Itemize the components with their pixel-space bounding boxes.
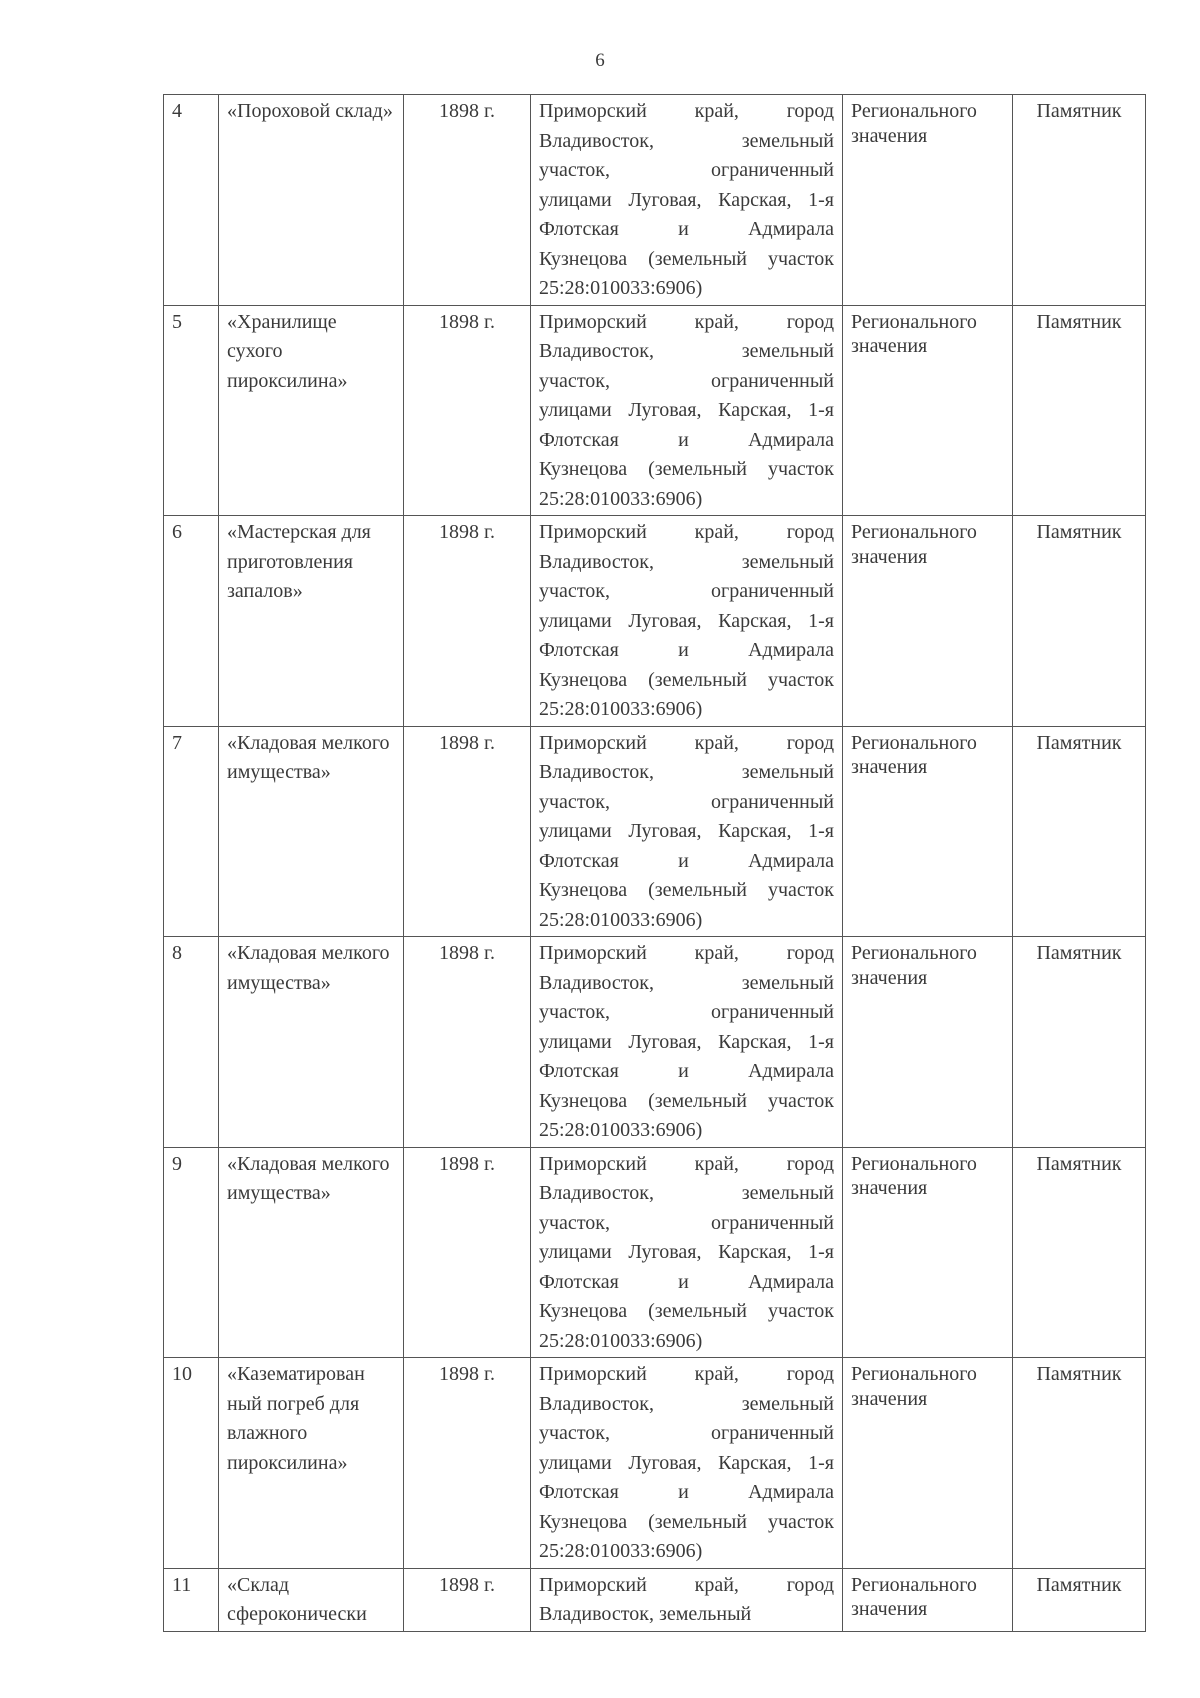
significance-line: значения [851,966,928,989]
address-line: 25:28:010033:6906) [539,1329,703,1352]
address-line: Владивосток, земельный [539,1182,834,1204]
object-type-cell: Памятник [1013,1147,1146,1358]
address-line: улицами Луговая, Карская, 1-я [539,1241,834,1263]
address-line: Флотская и Адмирала [539,1270,834,1293]
significance-line: Регионального [851,1363,977,1385]
address-line: 25:28:010033:6906) [539,698,703,720]
address-line: Владивосток, земельный [539,971,834,994]
address-line: 25:28:010033:6906) [539,1540,703,1562]
address-line: Приморский край, город [539,521,834,543]
significance-cell [843,937,1013,1148]
object-name-cell: «Кладовая мелкого имущества» [219,937,404,1148]
address-line: Кузнецова (земельный участок [539,1300,834,1322]
significance-line: Регионального [851,100,977,122]
significance-line: значения [851,335,928,357]
address-line: Приморский край, город [539,1573,834,1596]
year-cell: 1898 г. [404,95,531,306]
address-line: Владивосток, земельный [539,1603,752,1625]
year-cell: 1898 г. [404,726,531,937]
significance-line: Регионального [851,310,977,333]
address-line: улицами Луговая, Карская, 1-я [539,820,834,842]
row-number-cell: 7 [164,726,219,937]
address-line: 25:28:010033:6906) [539,1119,703,1141]
page-number: 6 [595,50,605,71]
object-name-cell: «Мастерская для приготовления запалов» [219,516,404,727]
address-cell [531,937,843,1148]
address-line: улицами Луговая, Карская, 1-я [539,188,834,211]
row-number-cell: 8 [164,937,219,1148]
significance-line: Регионального [851,521,977,543]
address-line: Приморский край, город [539,310,834,333]
address-cell [531,516,843,727]
address-cell [531,305,843,516]
row-number-cell: 6 [164,516,219,727]
address-line: участок, ограниченный [539,159,834,181]
year-cell: 1898 г. [404,516,531,727]
address-line: Кузнецова (земельный участок [539,1510,834,1533]
address-line: Владивосток, земельный [539,340,834,362]
address-line: Флотская и Адмирала [539,639,834,661]
address-cell [531,1568,843,1631]
object-name-cell: «Хранилище сухого пироксилина» [219,305,404,516]
table-row [164,516,1146,727]
year-cell: 1898 г. [404,305,531,516]
address-line: Владивосток, земельный [539,1392,834,1415]
table-row [164,95,1146,306]
address-line: Кузнецова (земельный участок [539,247,834,270]
table-row [164,1147,1146,1358]
address-line: улицами Луговая, Карская, 1-я [539,399,834,421]
address-line: 25:28:010033:6906) [539,908,703,931]
address-line: участок, ограниченный [539,580,834,602]
row-number-cell: 10 [164,1358,219,1569]
address-line: Приморский край, город [539,1363,834,1385]
object-type-cell: Памятник [1013,516,1146,727]
object-name-cell: «Пороховой склад» [219,95,404,306]
address-line: Приморский край, город [539,1152,834,1175]
table-row [164,305,1146,516]
significance-line: Регионального [851,942,977,964]
object-type-cell: Памятник [1013,1358,1146,1569]
address-cell [531,95,843,306]
address-line: Кузнецова (земельный участок [539,668,834,691]
significance-line: значения [851,756,928,778]
object-type-cell: Памятник [1013,305,1146,516]
significance-cell [843,1147,1013,1358]
object-name-cell: «Кладовая мелкого имущества» [219,726,404,937]
address-line: Приморский край, город [539,942,834,964]
address-line: 25:28:010033:6906) [539,487,703,510]
significance-line: значения [851,545,928,568]
heritage-objects-table [163,94,1146,1632]
object-name-cell: «Кладовая мелкого имущества» [219,1147,404,1358]
significance-line: значения [851,124,928,147]
table-row [164,1568,1146,1631]
object-type-cell: Памятник [1013,726,1146,937]
address-line: 25:28:010033:6906) [539,277,703,299]
address-cell [531,726,843,937]
significance-cell [843,1358,1013,1569]
address-cell [531,1358,843,1569]
year-cell: 1898 г. [404,937,531,1148]
row-number-cell: 5 [164,305,219,516]
row-number-cell: 4 [164,95,219,306]
object-type-cell: Памятник [1013,1568,1146,1631]
significance-cell [843,1568,1013,1631]
significance-cell [843,516,1013,727]
table-row [164,937,1146,1148]
object-name-cell: «Склад сфероконически [219,1568,404,1631]
address-line: Владивосток, земельный [539,129,834,152]
address-line: Владивосток, земельный [539,761,834,783]
address-line: Флотская и Адмирала [539,1481,834,1503]
significance-line: Регионального [851,731,977,754]
address-line: улицами Луговая, Карская, 1-я [539,1451,834,1474]
table-body [164,95,1146,1632]
significance-line: значения [851,1387,928,1410]
table-row [164,1358,1146,1569]
address-line: Флотская и Адмирала [539,849,834,872]
address-line: Кузнецова (земельный участок [539,879,834,901]
object-type-cell: Памятник [1013,95,1146,306]
significance-line: Регионального [851,1573,977,1596]
address-line: улицами Луговая, Карская, 1-я [539,1030,834,1053]
address-line: Флотская и Адмирала [539,218,834,240]
address-line: Кузнецова (земельный участок [539,1089,834,1112]
address-line: Флотская и Адмирала [539,1060,834,1082]
address-line: Приморский край, город [539,731,834,754]
significance-line: значения [851,1598,928,1620]
address-line: участок, ограниченный [539,1422,834,1444]
address-line: участок, ограниченный [539,1001,834,1023]
address-line: участок, ограниченный [539,1211,834,1234]
address-line: Владивосток, земельный [539,550,834,573]
address-cell [531,1147,843,1358]
address-line: Флотская и Адмирала [539,428,834,451]
year-cell: 1898 г. [404,1147,531,1358]
significance-cell [843,726,1013,937]
object-type-cell: Памятник [1013,937,1146,1148]
address-line: улицами Луговая, Карская, 1-я [539,609,834,632]
row-number-cell: 11 [164,1568,219,1631]
year-cell: 1898 г. [404,1568,531,1631]
address-line: участок, ограниченный [539,369,834,392]
significance-line: Регионального [851,1152,977,1175]
significance-cell [843,95,1013,306]
row-number-cell: 9 [164,1147,219,1358]
object-name-cell: «Казематирован ный погреб для влажного пироксилина» [219,1358,404,1569]
significance-line: значения [851,1177,928,1199]
table-row [164,726,1146,937]
year-cell: 1898 г. [404,1358,531,1569]
address-line: участок, ограниченный [539,790,834,813]
address-line: Кузнецова (земельный участок [539,458,834,480]
address-line: Приморский край, город [539,100,834,122]
significance-cell [843,305,1013,516]
